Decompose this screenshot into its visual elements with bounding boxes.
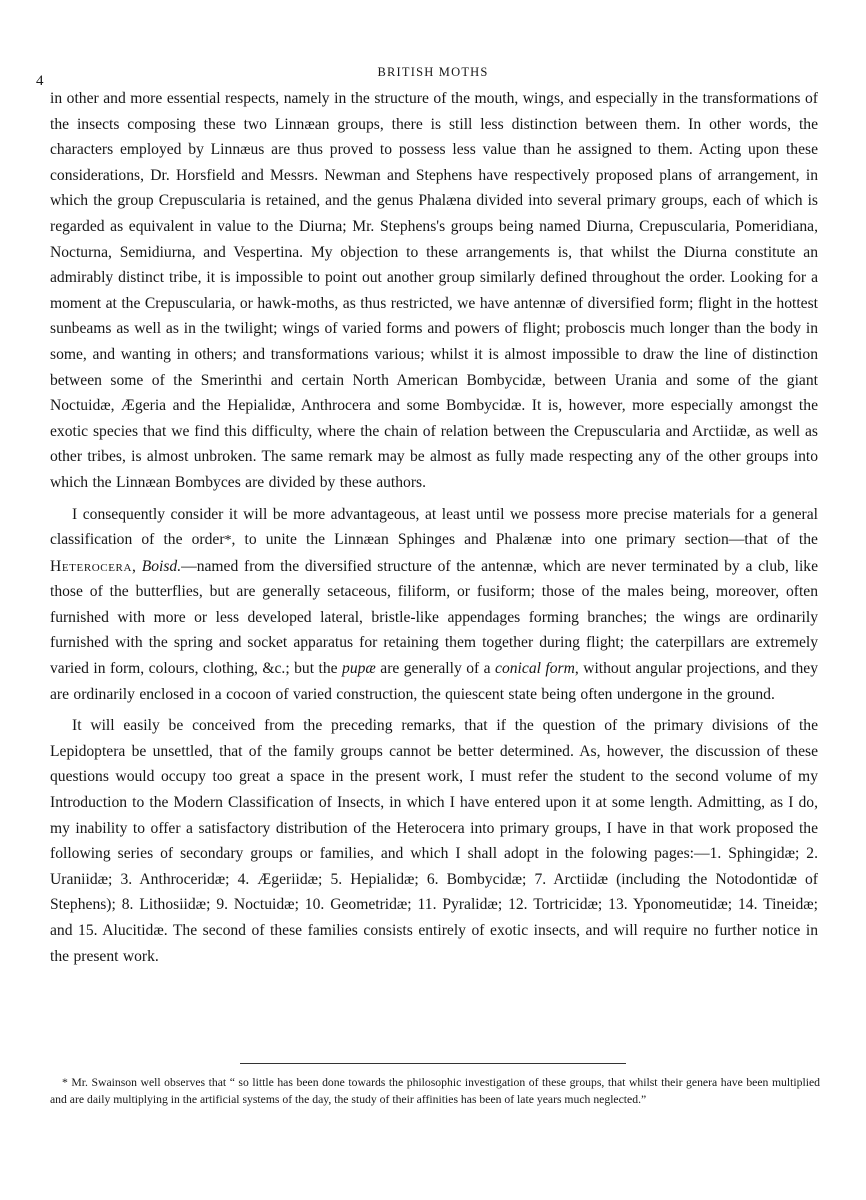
italic-text: pupæ [342,660,376,678]
italic-text: Boisd. [141,557,182,575]
paragraph [50,502,818,708]
footnote-rule [240,1063,626,1064]
paragraph-text: I consequently consider it will be more advantageous, at least until we possess more precise materials for a general classification of the order [50,505,818,549]
footnote: * Mr. Swainson well observes that “ so little has been done towards the philosophic investigation of these groups, that whilst their genera have been multiplied and are daily multiplying in the artificial systems of the day, the study of their affinities has been of late years much neglected.” [50,1076,820,1106]
paragraph [50,86,818,496]
body-text [50,86,818,969]
paragraph [50,713,818,969]
footnote-marker: * [224,533,232,549]
page-number: 4 [36,73,44,89]
paragraph-text: It will easily be conceived from the preceding remarks, that if the question of the primary divisions of the Lepidoptera be unsettled, that of the family groups cannot be better determined. As, however, the discussion of these questions would occupy too great a space in the present work, I must refer the student to the second volume of my Introduction to the Modern Classification of Insects, in which I have entered upon it at some length. Admitting, as I do, my inability to offer a satisfactory distribution of the Heterocera into primary groups, I have in that work proposed the following series of secondary groups or families, and which I shall adopt in the folowing pages:—1. Sphingidæ; 2. Uraniidæ; 3. Anthroceridæ; 4. Ægeriidæ; 5. Hepialidæ; 6. Bombycidæ; 7. Arctiidæ (including the Notodontidæ of Stephens); 8. Lithosiidæ; 9. Noctuidæ; 10. Geometridæ; 11. Pyralidæ; 12. Tortricidæ; 13. Yponomeutidæ; 14. Tineidæ; and 15. Alucitidæ. The second of these families consists entirely of exotic insects, and will require no further notice in the present work. [50,717,818,965]
paragraph-text: are generally of a [375,660,496,678]
paragraph-text: , [132,557,142,575]
italic-text: conical form [495,660,575,678]
paragraph-text: in other and more essential respects, namely in the structure of the mouth, wings, and especially in the transformations of the insects composing these two Linnæan groups, there is still less distinction between them. In other words, the characters employed by Linnæus are thus proved to possess less value than he assigned to them. Acting upon these considerations, Dr. Horsfield and Messrs. Newman and Stephens have respectively proposed plans of arrangement, in which the group Crepuscularia is retained, and the genus Phalæna divided into several primary groups, each of which is regarded as equivalent in value to the Diurna; Mr. Stephens's groups being named Diurna, Crepuscularia, Pomeridiana, Nocturna, Semidiurna, and Vespertina. My objection to these arrangements is, that whilst the Diurna constitute an admirably distinct tribe, it is impossible to point out another group similarly defined throughout the order. Looking for a moment at the Crepuscularia, or hawk-moths, as thus restricted, we have antennæ of diversified form; flight in the hottest sunbeams as well as in the twilight; wings of varied forms and powers of flight; proboscis much longer than the body in some, and wanting in others; and transformations various; whilst it is almost impossible to draw the line of distinction between some of the Smerinthi and certain North American Bombycidæ, between Urania and some of the giant Noctuidæ, Ægeria and the Hepialidæ, Anthrocera and some Bombycidæ. It is, however, more especially amongst the exotic species that we find this difficulty, where the chain of relation between the Crepuscularia and Arctiidæ, as well as other tribes, is almost unbroken. The same remark may be almost as fully made respecting any of the other groups into which the Linnæan Bombyces are divided by these authors. [50,90,818,491]
small-caps-term: Heterocera [50,557,133,575]
paragraph-text: —named from the diversified structure of the antennæ, which are never terminated by a club, like those of the butterflies, but are generally setaceous, filiform, or fusiform; those of the males being, moreover, often furnished with more or less developed lateral, bristle-like appendages forming branches; the wings are ordinarily furnished with the spring and socket apparatus for retaining them together during flight; the caterpillars are extremely varied in form, colours, clothing, &c.; but the [50,557,818,678]
paragraph-text: , to unite the Linnæan Sphinges and Phalænæ into one primary section—that of the [231,531,818,549]
paragraph-text: , without angular projections, and they are ordinarily enclosed in a cocoon of varied construction, the quiescent state being often undergone in the ground. [50,660,818,703]
running-head: BRITISH MOTHS [377,65,489,79]
